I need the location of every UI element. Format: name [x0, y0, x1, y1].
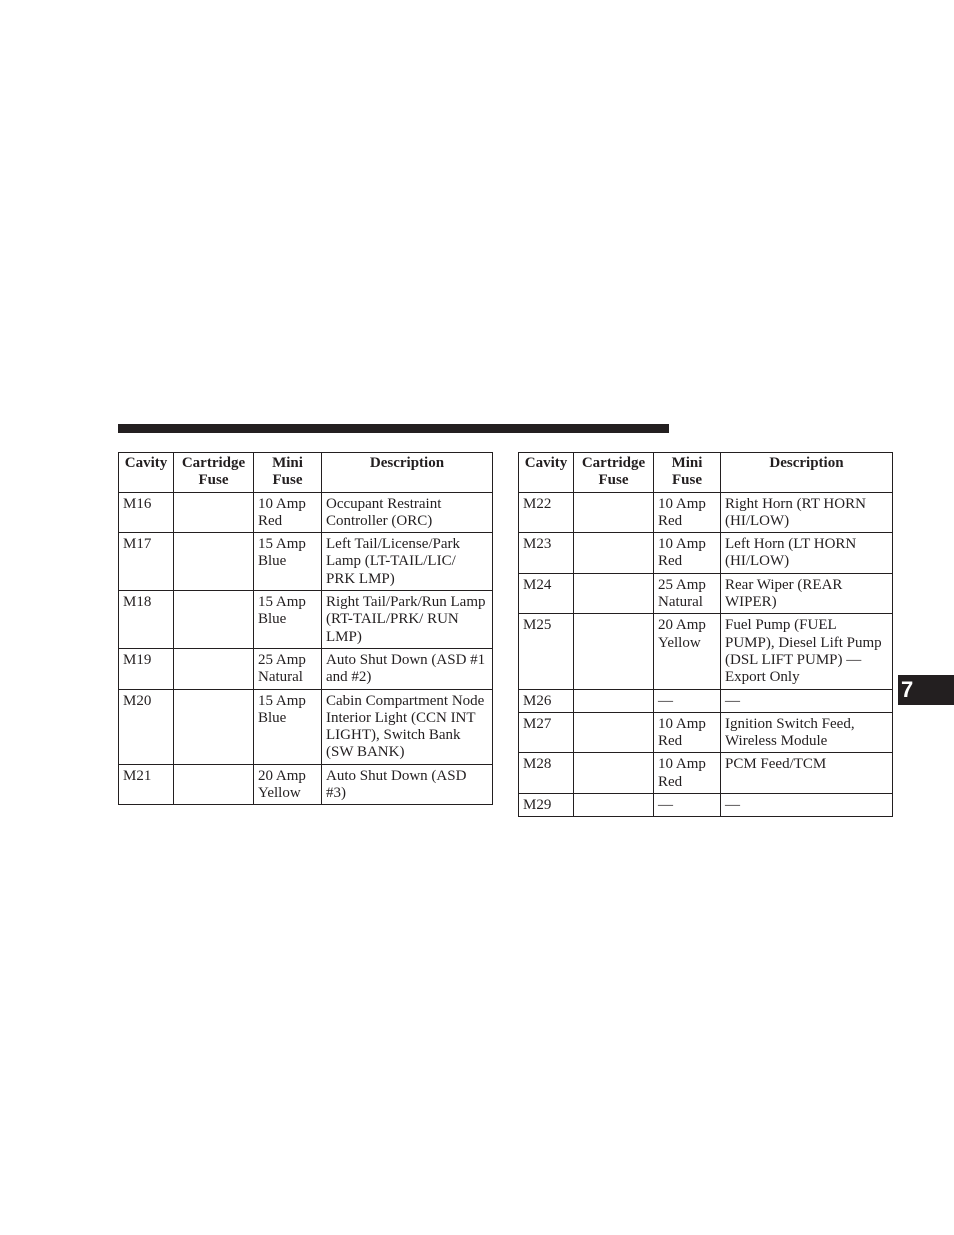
header-cavity: Cavity	[519, 453, 574, 493]
cell-mini: 15 Amp Blue	[254, 689, 322, 764]
cell-cartridge	[574, 753, 654, 794]
cell-description: Rear Wiper (REAR WIPER)	[721, 573, 893, 614]
cell-mini: —	[654, 794, 721, 817]
cell-mini: 10 Amp Red	[654, 712, 721, 753]
cell-description: Left Tail/License/Park Lamp (LT-TAIL/LIC/ PRK LMP)	[322, 533, 493, 591]
cell-cartridge	[174, 533, 254, 591]
cell-description: —	[721, 794, 893, 817]
fuse-table-left	[118, 452, 493, 805]
cell-description: Ignition Switch Feed, Wireless Module	[721, 712, 893, 753]
table-row	[119, 689, 493, 764]
cell-mini: 25 Amp Natural	[254, 648, 322, 689]
cell-mini: 25 Amp Natural	[654, 573, 721, 614]
cell-mini: 20 Amp Yellow	[254, 764, 322, 805]
table-row	[519, 712, 893, 753]
table-row	[519, 573, 893, 614]
section-rule	[118, 424, 669, 433]
cell-cavity: M25	[519, 614, 574, 689]
cell-cavity: M29	[519, 794, 574, 817]
cell-cavity: M23	[519, 533, 574, 574]
cell-cavity: M27	[519, 712, 574, 753]
header-mini-fuse: Mini Fuse	[654, 453, 721, 493]
table-row	[519, 753, 893, 794]
cell-cavity: M24	[519, 573, 574, 614]
cell-cavity: M18	[119, 591, 174, 649]
cell-cavity: M19	[119, 648, 174, 689]
cell-cartridge	[574, 492, 654, 533]
header-row	[519, 453, 893, 493]
cell-cavity: M26	[519, 689, 574, 712]
cell-mini: 20 Amp Yellow	[654, 614, 721, 689]
cell-mini: 10 Amp Red	[254, 492, 322, 533]
cell-cavity: M17	[119, 533, 174, 591]
table-row	[119, 492, 493, 533]
header-cartridge-fuse: Cartridge Fuse	[174, 453, 254, 493]
cell-cartridge	[174, 764, 254, 805]
cell-description: —	[721, 689, 893, 712]
cell-mini: —	[654, 689, 721, 712]
header-row	[119, 453, 493, 493]
cell-description: Fuel Pump (FUEL PUMP), Diesel Lift Pump (DSL LIFT PUMP) — Export Only	[721, 614, 893, 689]
cell-mini: 10 Amp Red	[654, 533, 721, 574]
header-description: Description	[721, 453, 893, 493]
cell-description: Right Horn (RT HORN (HI/LOW)	[721, 492, 893, 533]
cell-cavity: M16	[119, 492, 174, 533]
cell-cartridge	[174, 591, 254, 649]
cell-cartridge	[574, 794, 654, 817]
table-row	[119, 764, 493, 805]
cell-cartridge	[574, 689, 654, 712]
table-row	[519, 794, 893, 817]
table-row	[519, 533, 893, 574]
table-row	[519, 689, 893, 712]
cell-cartridge	[174, 492, 254, 533]
cell-cartridge	[174, 689, 254, 764]
table-row	[119, 591, 493, 649]
cell-mini: 15 Amp Blue	[254, 591, 322, 649]
cell-description: Auto Shut Down (ASD #1 and #2)	[322, 648, 493, 689]
cell-cartridge	[574, 614, 654, 689]
header-mini-fuse: Mini Fuse	[254, 453, 322, 493]
cell-cavity: M21	[119, 764, 174, 805]
cell-cavity: M22	[519, 492, 574, 533]
cell-description: Auto Shut Down (ASD #3)	[322, 764, 493, 805]
cell-mini: 10 Amp Red	[654, 753, 721, 794]
cell-description: PCM Feed/TCM	[721, 753, 893, 794]
table-row	[119, 533, 493, 591]
cell-cartridge	[574, 533, 654, 574]
cell-mini: 15 Amp Blue	[254, 533, 322, 591]
cell-description: Occupant Restraint Controller (ORC)	[322, 492, 493, 533]
cell-cartridge	[574, 712, 654, 753]
cell-description: Right Tail/Park/Run Lamp (RT-TAIL/PRK/ RUN LMP)	[322, 591, 493, 649]
cell-description: Left Horn (LT HORN (HI/LOW)	[721, 533, 893, 574]
table-row	[519, 492, 893, 533]
cell-cavity: M28	[519, 753, 574, 794]
header-cartridge-fuse: Cartridge Fuse	[574, 453, 654, 493]
chapter-tab: 7	[898, 675, 954, 705]
table-row	[119, 648, 493, 689]
cell-cartridge	[574, 573, 654, 614]
table-row	[519, 614, 893, 689]
cell-description: Cabin Compartment Node Interior Light (CCN INT LIGHT), Switch Bank (SW BANK)	[322, 689, 493, 764]
header-description: Description	[322, 453, 493, 493]
cell-cavity: M20	[119, 689, 174, 764]
fuse-table-right	[518, 452, 893, 817]
cell-cartridge	[174, 648, 254, 689]
header-cavity: Cavity	[119, 453, 174, 493]
cell-mini: 10 Amp Red	[654, 492, 721, 533]
